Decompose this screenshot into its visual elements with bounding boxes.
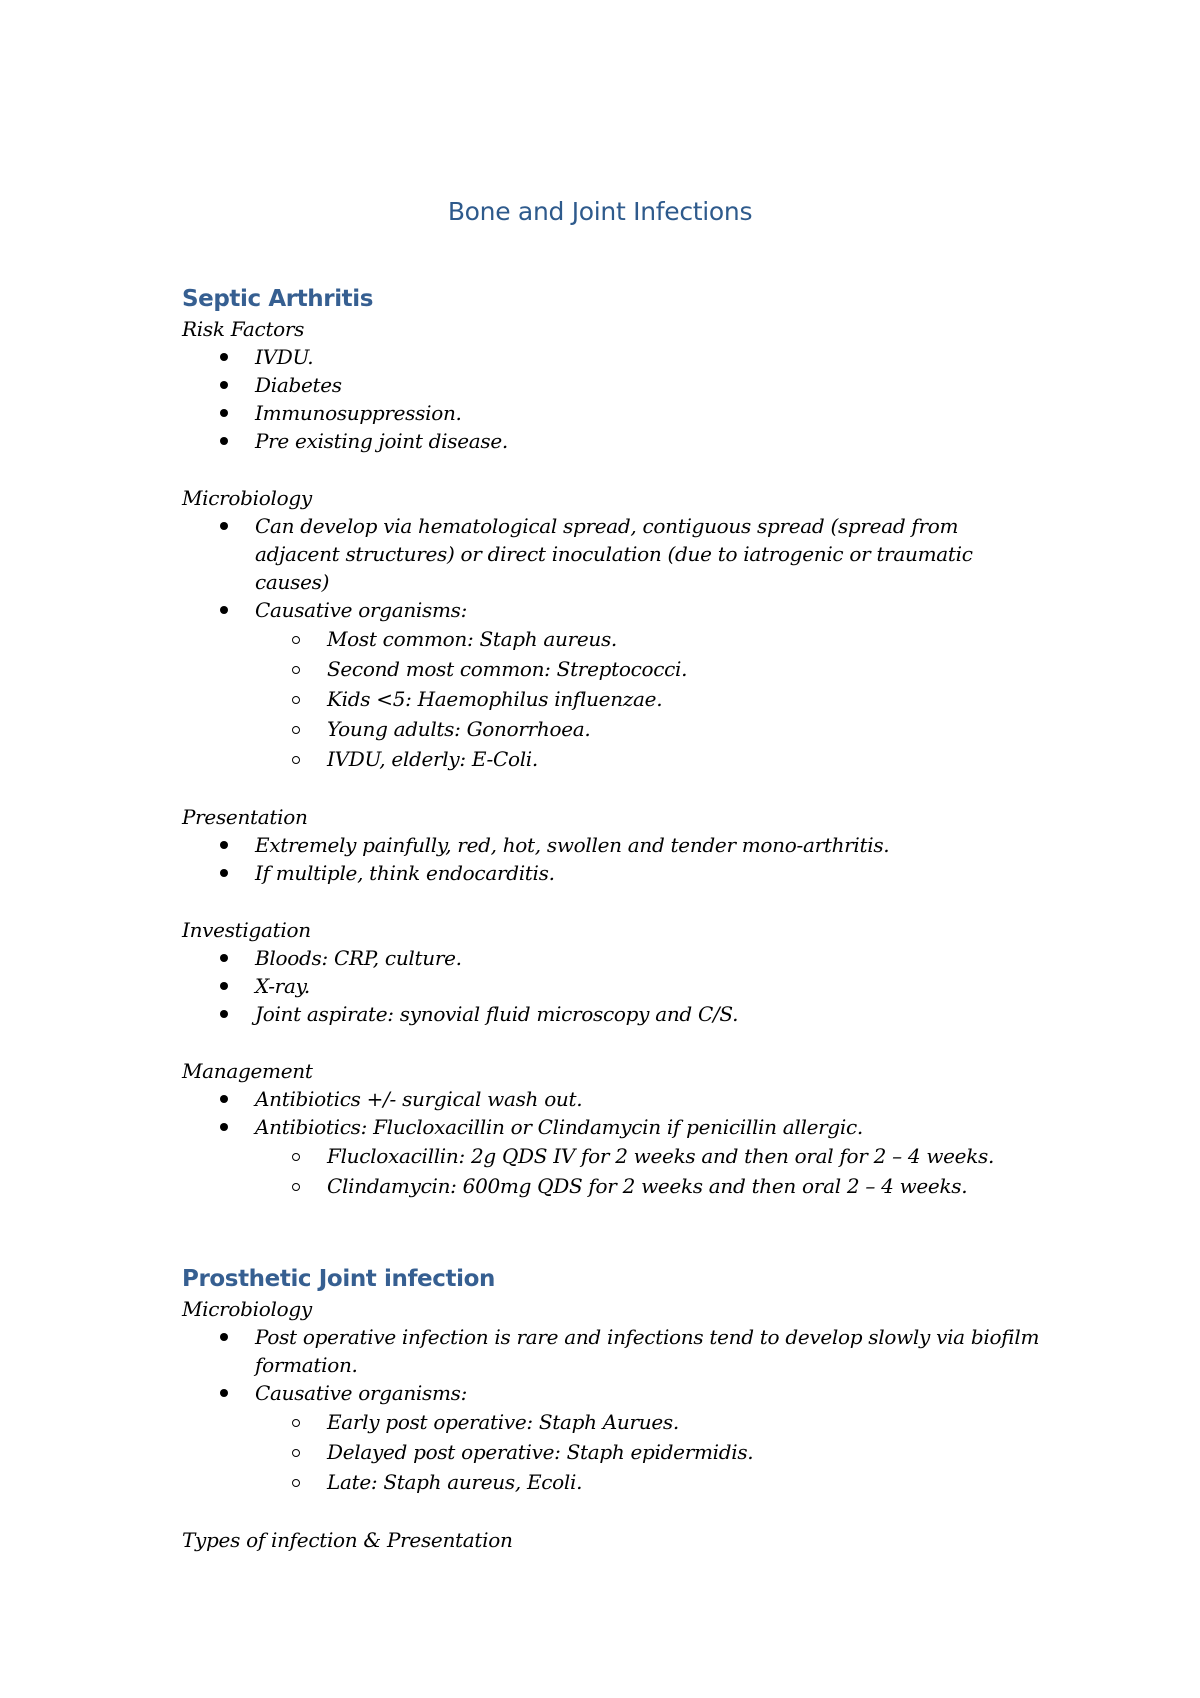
bullet-icon xyxy=(220,1333,228,1341)
section-heading: Septic Arthritis xyxy=(182,286,374,312)
list-item: Kids <5: Haemophilus influenzae. xyxy=(182,684,1042,714)
subheading-microbiology: Microbiology xyxy=(182,1297,312,1321)
list-item: Antibiotics: Flucloxacillin or Clindamycin if penicillin allergic. Flucloxacillin: 2g QDS IV for 2 weeks and then oral for 2 – 4 weeks. Clindamycin: 600mg QDS for 2 weeks and then oral 2 – 4 weeks. xyxy=(182,1113,1042,1201)
organisms-list xyxy=(255,624,1042,774)
list-item: Young adults: Gonorrhoea. xyxy=(182,714,1042,744)
list-item: Early post operative: Staph Aurues. xyxy=(182,1407,1042,1437)
bullet-icon xyxy=(220,1095,228,1103)
list-item: If multiple, think endocarditis. xyxy=(182,859,1042,887)
list-item: Most common: Staph aureus. xyxy=(182,624,1042,654)
list-item: Post operative infection is rare and infections tend to develop slowly via biofilm formation. xyxy=(182,1323,1042,1379)
bullet-icon xyxy=(220,982,228,990)
section-heading: Prosthetic Joint infection xyxy=(182,1266,495,1292)
list-item: Antibiotics +/- surgical wash out. xyxy=(182,1085,1042,1113)
bullet-icon xyxy=(220,954,228,962)
list-item: Bloods: CRP, culture. xyxy=(182,944,1042,972)
circle-bullet-icon xyxy=(292,636,300,644)
dosing-list xyxy=(255,1141,1042,1201)
bullet-icon xyxy=(220,522,228,530)
list-item: Clindamycin: 600mg QDS for 2 weeks and then oral 2 – 4 weeks. xyxy=(182,1171,1042,1201)
bullet-icon xyxy=(220,869,228,877)
list-item: Causative organisms: Most common: Staph aureus. Second most common: Streptococci. Kids <5: Haemophilus influenzae. Young adults: Gonorrhoea. IVDU, elderly: E-Coli. xyxy=(182,596,1042,774)
list-item: IVDU, elderly: E-Coli. xyxy=(182,744,1042,774)
list-item: Delayed post operative: Staph epidermidis. xyxy=(182,1437,1042,1467)
investigation-list xyxy=(182,944,1042,1028)
subheading-microbiology: Microbiology xyxy=(182,486,312,510)
circle-bullet-icon xyxy=(292,696,300,704)
circle-bullet-icon xyxy=(292,756,300,764)
circle-bullet-icon xyxy=(292,1479,300,1487)
bullet-icon xyxy=(220,437,228,445)
circle-bullet-icon xyxy=(292,726,300,734)
bullet-icon xyxy=(220,1389,228,1397)
subheading-presentation: Presentation xyxy=(182,805,308,829)
subheading-types-of-infection: Types of infection & Presentation xyxy=(182,1528,513,1552)
bullet-icon xyxy=(220,606,228,614)
bullet-icon xyxy=(220,353,228,361)
section-septic-arthritis xyxy=(182,283,1042,1201)
list-item: Pre existing joint disease. xyxy=(182,427,1042,455)
section-prosthetic-joint-infection xyxy=(182,1263,1042,1554)
microbiology-list xyxy=(182,512,1042,774)
list-item: Immunosuppression. xyxy=(182,399,1042,427)
management-list xyxy=(182,1085,1042,1201)
list-item: Second most common: Streptococci. xyxy=(182,654,1042,684)
list-item: Joint aspirate: synovial fluid microscopy and C/S. xyxy=(182,1000,1042,1028)
list-item: Flucloxacillin: 2g QDS IV for 2 weeks and then oral for 2 – 4 weeks. xyxy=(182,1141,1042,1171)
circle-bullet-icon xyxy=(292,1183,300,1191)
subheading-management: Management xyxy=(182,1059,313,1083)
bullet-icon xyxy=(220,1010,228,1018)
list-item: Extremely painfully, red, hot, swollen and tender mono-arthritis. xyxy=(182,831,1042,859)
list-item: Causative organisms: Early post operative: Staph Aurues. Delayed post operative: Staph epidermidis. Late: Staph aureus, Ecoli. xyxy=(182,1379,1042,1497)
risk-factors-list xyxy=(182,343,1042,455)
microbiology-list xyxy=(182,1323,1042,1497)
bullet-icon xyxy=(220,841,228,849)
document-title: Bone and Joint Infections xyxy=(447,197,753,226)
circle-bullet-icon xyxy=(292,1449,300,1457)
bullet-icon xyxy=(220,1123,228,1131)
subheading-risk-factors: Risk Factors xyxy=(182,317,305,341)
circle-bullet-icon xyxy=(292,1153,300,1161)
subheading-investigation: Investigation xyxy=(182,918,311,942)
presentation-list xyxy=(182,831,1042,887)
list-item: X-ray. xyxy=(182,972,1042,1000)
list-item: Late: Staph aureus, Ecoli. xyxy=(182,1467,1042,1497)
list-item: Can develop via hematological spread, contiguous spread (spread from adjacent structures) or direct inoculation (due to iatrogenic or traumatic causes) xyxy=(182,512,1042,596)
bullet-icon xyxy=(220,381,228,389)
bullet-icon xyxy=(220,409,228,417)
list-item: IVDU. xyxy=(182,343,1042,371)
list-item: Diabetes xyxy=(182,371,1042,399)
organisms-list xyxy=(255,1407,1042,1497)
circle-bullet-icon xyxy=(292,666,300,674)
circle-bullet-icon xyxy=(292,1419,300,1427)
